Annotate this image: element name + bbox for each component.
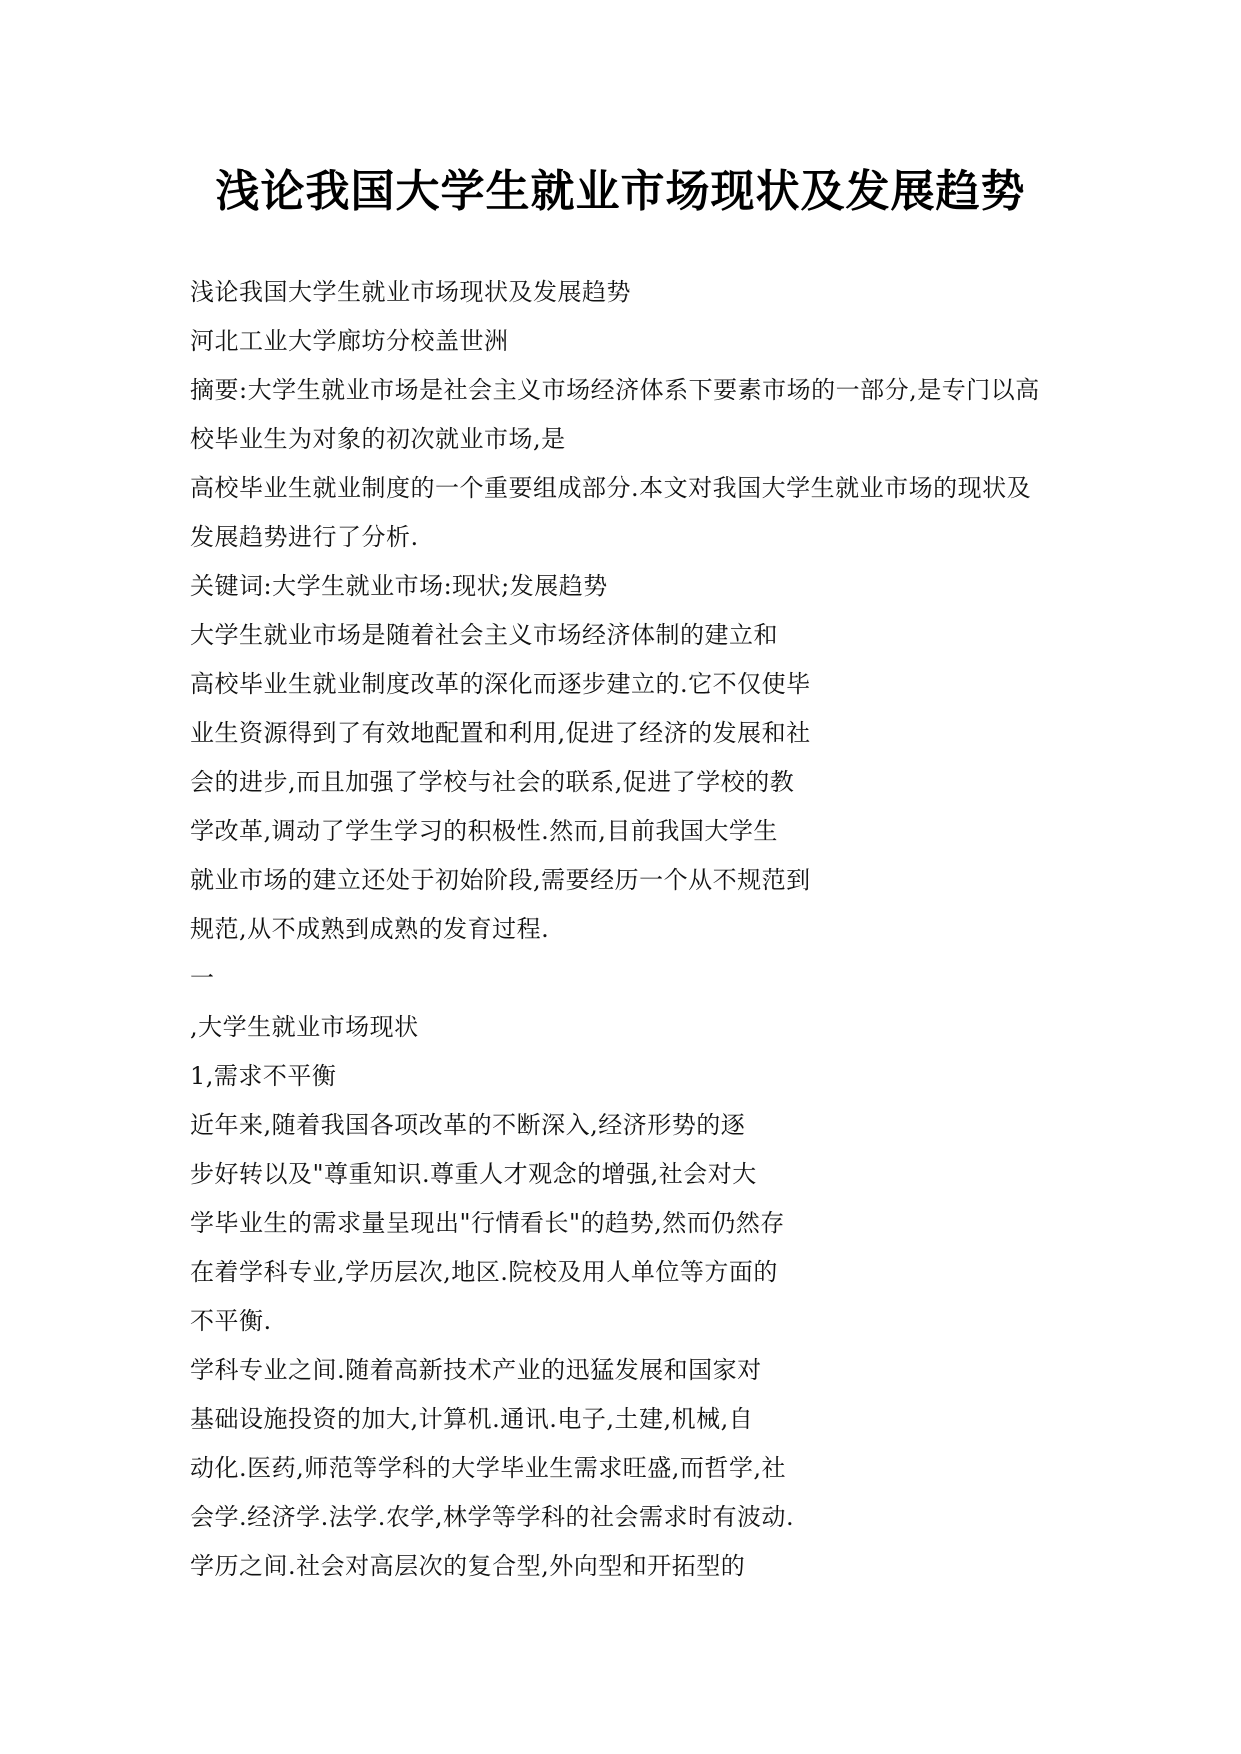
document-body [190, 268, 1070, 1591]
section-heading: ,大学生就业市场现状 [190, 1013, 419, 1041]
paragraph-line: 步好转以及"尊重知识.尊重人才观念的增强,社会对大 [190, 1160, 757, 1188]
paragraph-line: 不平衡. [190, 1307, 272, 1335]
subsection-heading: 1,需求不平衡 [190, 1062, 337, 1090]
paragraph-line: 学历之间.社会对高层次的复合型,外向型和开拓型的 [190, 1552, 746, 1580]
paragraph-line: 学改革,调动了学生学习的积极性.然而,目前我国大学生 [190, 817, 778, 845]
document-title: 浅论我国大学生就业市场现状及发展趋势 [215, 166, 1026, 217]
paragraph-line: 学科专业之间.随着高新技术产业的迅猛发展和国家对 [190, 1356, 762, 1384]
paragraph-line: 就业市场的建立还处于初始阶段,需要经历一个从不规范到 [190, 866, 811, 894]
author-line: 河北工业大学廊坊分校盖世洲 [190, 327, 509, 355]
abstract-line: 摘要:大学生就业市场是社会主义市场经济体系下要素市场的一部分,是专门以高 [190, 376, 1040, 404]
paragraph-line: 在着学科专业,学历层次,地区.院校及用人单位等方面的 [190, 1258, 778, 1286]
keywords-line: 关键词:大学生就业市场:现状;发展趋势 [190, 572, 608, 600]
paragraph-line: 业生资源得到了有效地配置和利用,促进了经济的发展和社 [190, 719, 811, 747]
paragraph-line: 会的进步,而且加强了学校与社会的联系,促进了学校的教 [190, 768, 795, 796]
section-number: 一 [190, 964, 215, 992]
paragraph-line: 会学.经济学.法学.农学,林学等学科的社会需求时有波动. [190, 1503, 795, 1531]
paragraph-line: 规范,从不成熟到成熟的发育过程. [190, 915, 550, 943]
paragraph-line: 动化.医药,师范等学科的大学毕业生需求旺盛,而哲学,社 [190, 1454, 787, 1482]
abstract-line: 发展趋势进行了分析. [190, 523, 419, 551]
subtitle-line: 浅论我国大学生就业市场现状及发展趋势 [190, 278, 631, 306]
paragraph-line: 学毕业生的需求量呈现出"行情看长"的趋势,然而仍然存 [190, 1209, 785, 1237]
paragraph-line: 大学生就业市场是随着社会主义市场经济体制的建立和 [190, 621, 778, 649]
paragraph-line: 高校毕业生就业制度改革的深化而逐步建立的.它不仅使毕 [190, 670, 811, 698]
abstract-line: 校毕业生为对象的初次就业市场,是 [190, 425, 566, 453]
paragraph-line: 基础设施投资的加大,计算机.通讯.电子,土建,机械,自 [190, 1405, 754, 1433]
abstract-line: 高校毕业生就业制度的一个重要组成部分.本文对我国大学生就业市场的现状及 [190, 474, 1032, 502]
paragraph-line: 近年来,随着我国各项改革的不断深入,经济形势的逐 [190, 1111, 746, 1139]
